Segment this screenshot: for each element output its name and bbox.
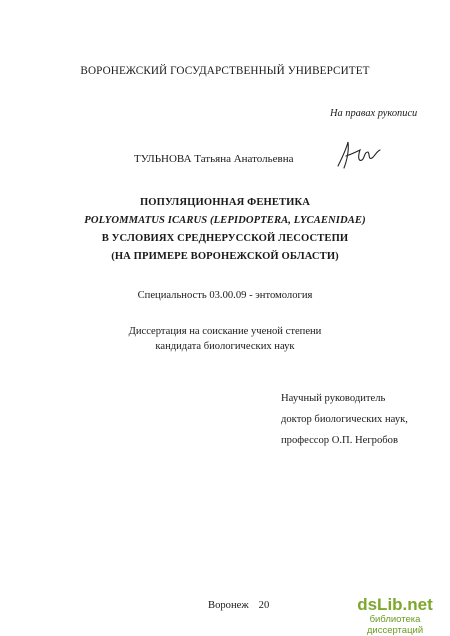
title-line-2: POLYOMMATUS ICARUS (LEPIDOPTERA, LYCAENIDAE) (84, 215, 366, 226)
title-line-4: (НА ПРИМЕРЕ ВОРОНЕЖСКОЙ ОБЛАСТИ) (111, 251, 339, 262)
rights-note: На правах рукописи (330, 108, 418, 119)
year: 20 (258, 600, 270, 611)
watermark (345, 596, 445, 636)
place-year (208, 600, 269, 611)
dissertation-line-1: Диссертация на соискание ученой степени (128, 326, 322, 337)
supervisor-line-2: доктор биологических наук, (281, 414, 408, 425)
dissertation-line-2: кандидата биологических наук (155, 341, 295, 352)
title-line-3: В УСЛОВИЯХ СРЕДНЕРУССКОЙ ЛЕСОСТЕПИ (101, 233, 349, 244)
watermark-logo: dsLib.net (357, 595, 433, 614)
signature-icon (334, 138, 382, 174)
university-name: ВОРОНЕЖСКИЙ ГОСУДАРСТВЕННЫЙ УНИВЕРСИТЕТ (80, 65, 370, 77)
city: Воронеж (208, 600, 249, 611)
supervisor-line-3: профессор О.П. Негробов (281, 435, 398, 446)
title-line-1: ПОПУЛЯЦИОННАЯ ФЕНЕТИКА (139, 197, 311, 208)
watermark-subtitle: библиотека диссертаций (366, 614, 424, 636)
supervisor-line-1: Научный руководитель (281, 393, 386, 404)
author-name: ТУЛЬНОВА Татьяна Анатольевна (134, 153, 294, 165)
specialty: Специальность 03.00.09 - энтомология (137, 290, 313, 301)
